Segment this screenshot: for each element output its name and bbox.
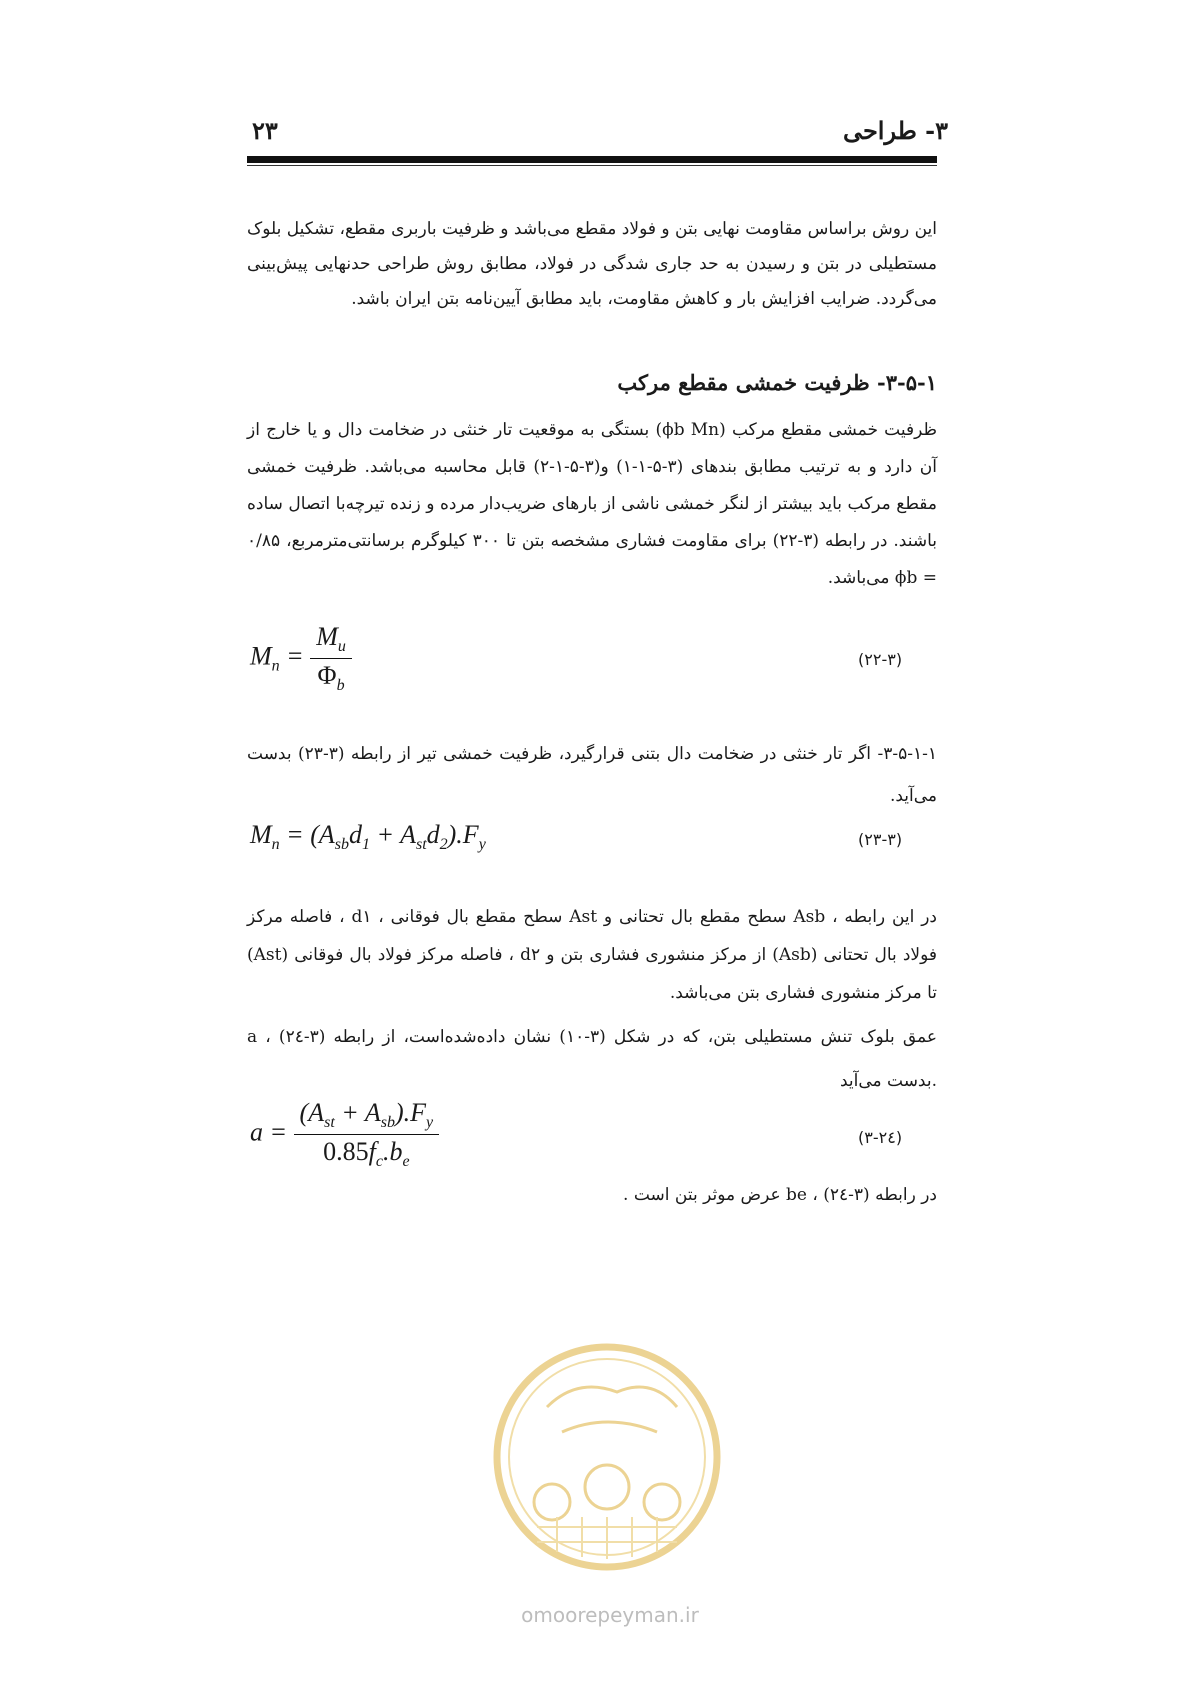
equation-22-number: (۲۲-۳) [858,650,903,669]
header-rule-thin [247,165,937,166]
watermark-url: omoorepeyman.ir [521,1603,699,1627]
equation-24-number: (۲٤-۳) [858,1128,903,1147]
equation-24: a = $\frac{(A_{st} + A_{sb}).F_y}{0.85f_c.b_e}$ [250,1098,439,1171]
intro-paragraph: این روش براساس مقاومت نهایی بتن و فولاد مقطع می‌باشد و ظرفیت باربری مقطع، تشکیل بلوک مستطیلی در بتن و رسیدن به حد جاری شدگی در فولاد، مطابق روش طراحی حدنهایی پیش‌بینی می‌گردد. ضرایب افزایش بار و کاهش مقاومت، باید مطابق آیین‌نامه بتن ایران باشد. [247,219,937,309]
subsection-paragraph: ۳-۵-۱-۱- اگر تار خنثی در ضخامت دال بتنی قرارگیرد، ظرفیت خمشی تیر از رابطه (۳-۲۳) بدست می‌آید. [247,744,937,806]
equation-23-number: (۲۳-۳) [858,830,903,849]
watermark-logo [487,1337,727,1577]
equation-22: $M_n$ = $\frac{M_u}{\Phi_b}$ [250,622,352,695]
effective-width-paragraph: در رابطه (۳-۲٤) ، be عرض موثر بتن است . [623,1185,937,1205]
header-rule [247,156,937,163]
page-number: ۲۳ [252,116,278,145]
definitions-paragraph: در این رابطه ، Asb سطح مقطع بال تحتانی و Ast سطح مقطع بال فوقانی ، d۱ ، فاصله مرکز فولاد بال تحتانی (Asb) از مرکز منشوری فشاری بتن و d۲ ، فاصله مرکز فولاد بال فوقانی (Ast) تا مرکز منشوری فشاری بتن می‌باشد. [247,907,937,1003]
section-paragraph: ظرفیت خمشی مقطع مرکب (ϕb Mn) بستگی به موقعیت تار خنثی در ضخامت دال و یا خارج از آن دارد و به ترتیب مطابق بندهای (۳-۵-۱-۱) و(۳-۵-۱-۲) قابل محاسبه می‌باشد. ظرفیت خمشی مقطع مرکب باید بیشتر از لنگر خمشی ناشی از بارهای ضریب‌دار مرده و زنده تیرچه‌با اتصال ساده باشند. در رابطه (۳-۲۲) برای مقاومت فشاری مشخصه بتن تا ۳۰۰ کیلوگرم برسانتی‌مترمربع، ۰/۸۵ = ϕb می‌باشد. [247,420,938,588]
fraction: $\frac{(A_{st} + A_{sb}).F_y}{0.85f_c.b_e}$ [294,1098,440,1171]
equation-23: $M_n = (A_{sb}d_1 + A_{st}d_2).F_y$ [250,820,486,853]
section-heading: ۳-۵-۱- ظرفیت خمشی مقطع مرکب [617,370,937,395]
fraction: $\frac{M_u}{\Phi_b}$ [310,622,352,695]
chapter-title: ۳- طراحی [842,116,948,145]
depth-definition-paragraph: a ، عمق بلوک تنش مستطیلی بتن، که در شکل (۳-۱۰) نشان داده‌شده‌است، از رابطه (۳-۲٤) بدست می‌آید. [247,1027,937,1091]
